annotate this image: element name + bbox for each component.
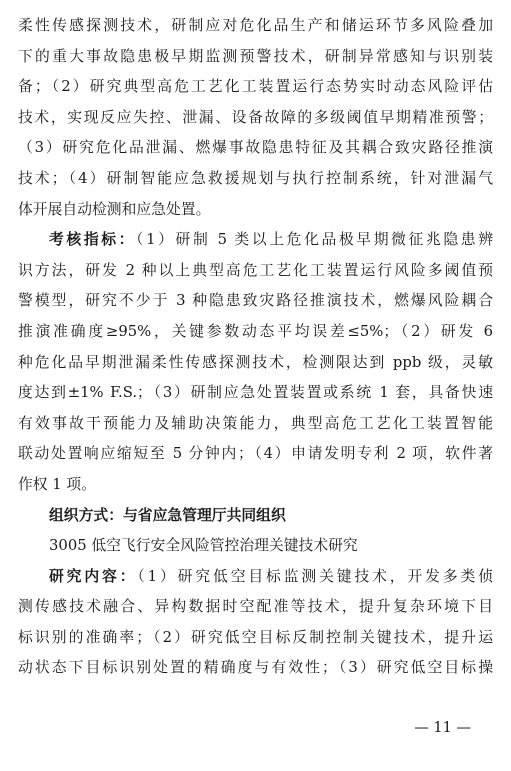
text-line: 体开展自动检测和应急处置。 [18,200,211,218]
text-line: 备；（2）研究典型高危工艺化工装置运行态势实时动态风险评估 [18,78,493,96]
research-first-text: （1）研究低空目标监测关键技术，开发多类侦 [137,567,493,585]
research-content [18,562,493,684]
text-line: 有效事故干预能力及辅助决策能力，典型高危工艺化工装置智能 [18,414,493,432]
text-line: 作权 1 项。 [18,475,97,493]
text-line: 动状态下目标识别处置的精确度与有效性；（3）研究低空目标操 [18,659,493,677]
indicators-label: 考核指标： [49,231,137,249]
text-line: 下的重大事故隐患极早期监测预警技术，研制异常感知与识别装 [18,47,493,65]
text-line: 标识别的准确率；（2）研究低空目标反制控制关键技术，提升运 [18,628,493,646]
text-line: 技术，实现反应失控、泄漏、设备故障的多级阈值早期精准预警； [18,108,493,126]
text-line: 测传感技术融合、异构数据时空配准等技术，提升复杂环境下目 [18,598,493,616]
research-label: 研究内容： [49,567,138,585]
text-line: 种危化品早期泄漏柔性传感探测技术，检测限达到 ppb 级，灵敏 [18,353,493,371]
indicators-first-line [18,225,493,256]
page-number: — 11 — [414,720,471,736]
text-line: 度达到±1% F.S.；（3）研制应急处置装置或系统 1 套，具备快速 [18,384,493,402]
text-line: （3）研究危化品泄漏、燃爆事故隐患特征及其耦合致灾路径推演 [18,139,493,157]
text-line: 识方法，研发 2 种以上典型高危工艺化工装置运行风险多阈值预 [18,261,493,279]
research-first-line [18,562,493,593]
text-line: 推演准确度≥95%，关键参数动态平均误差≤5%；（2）研发 6 [18,322,493,340]
indicators-first-text: （1）研制 5 类以上危化品极早期微征兆隐患辨 [136,231,493,249]
text-line: 柔性传感探测技术，研制应对危化品生产和储运环节多风险叠加 [18,17,493,34]
text-line: 警模型，研究不少于 3 种隐患致灾路径推演技术，燃爆风险耦合 [18,292,493,310]
project-title: 3005 低空飞行安全风险管控治理关键技术研究 [49,537,358,555]
text-line: 联动处置响应缩短至 5 分钟内；（4）申请发明专利 2 项，软件著 [18,445,493,463]
organization-method: 组织方式：与省应急管理厅共同组织 [49,506,286,524]
assessment-indicators [18,225,493,500]
text-line: 技术；（4）研制智能应急救援规划与执行控制系统，针对泄漏气 [18,169,493,187]
research-content-continuation [18,11,493,225]
